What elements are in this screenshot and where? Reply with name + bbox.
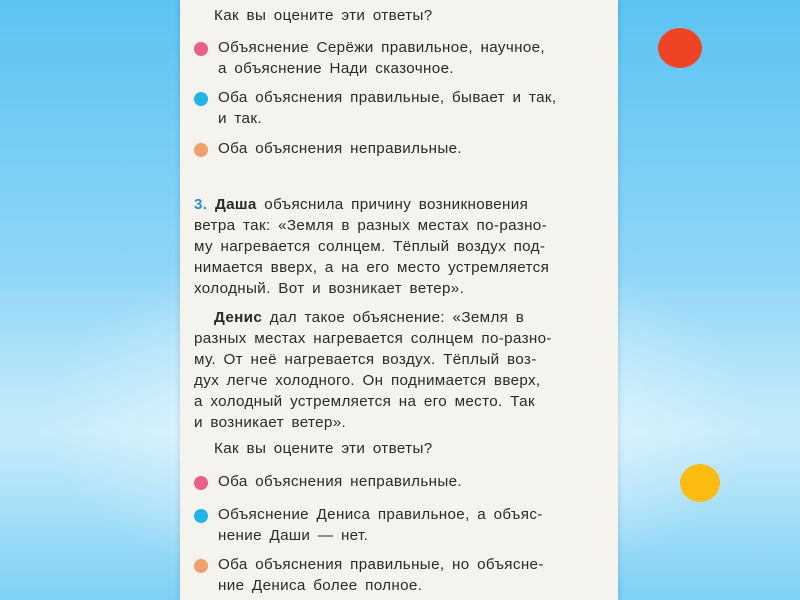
denis-text: и возникает ветер». <box>194 414 347 431</box>
answer-option: ние Дениса более полное. <box>218 577 423 594</box>
dasha-text: объяснила причину возникновения <box>256 196 529 213</box>
denis-text: дал такое объяснение: «Земля в <box>262 309 525 326</box>
answer-option: Оба объяснения правильные, но объясне- <box>218 556 544 573</box>
dasha-text: ветра так: «Земля в разных местах по-разно- <box>194 217 548 234</box>
decorative-red-circle <box>658 28 702 68</box>
orange-bullet <box>194 559 208 573</box>
denis-text: разных местах нагревается солнцем по-разно- <box>194 330 552 347</box>
pink-bullet <box>194 42 208 56</box>
textbook-page <box>180 0 618 600</box>
dasha-text: холодный. Вот и возникает ветер». <box>194 280 465 297</box>
orange-bullet <box>194 143 208 157</box>
answer-option: Оба объяснения правильные, бывает и так, <box>218 89 557 106</box>
answer-option: нение Даши — нет. <box>218 527 369 544</box>
answer-option: а объяснение Нади сказочное. <box>218 60 454 77</box>
blue-bullet <box>194 509 208 523</box>
dasha-text: нимается вверх, а на его место устремляется <box>194 259 550 276</box>
answer-option: Объяснение Дениса правильное, а объяс- <box>218 506 543 523</box>
question-heading-2: Как вы оцените эти ответы? <box>214 440 433 457</box>
denis-paragraph-first-line <box>214 309 524 326</box>
dasha-name: Даша <box>214 196 257 213</box>
denis-text: дух легче холодного. Он поднимается вверх, <box>194 372 541 389</box>
answer-option: Оба объяснения неправильные. <box>218 473 462 490</box>
blue-bullet <box>194 92 208 106</box>
dasha-paragraph-first-line <box>194 196 528 213</box>
denis-text: а холодный устремляется на его место. Так <box>194 393 535 410</box>
task-number: 3. <box>194 196 208 213</box>
dasha-text: му нагревается солнцем. Тёплый воздух под- <box>194 238 546 255</box>
pink-bullet <box>194 476 208 490</box>
question-heading-1: Как вы оцените эти ответы? <box>214 7 433 24</box>
answer-option: и так. <box>218 110 262 127</box>
denis-text: му. От неё нагревается воздух. Тёплый воз- <box>194 351 537 368</box>
answer-option: Оба объяснения неправильные. <box>218 140 462 157</box>
answer-option: Объяснение Серёжи правильное, научное, <box>218 39 545 56</box>
denis-name: Денис <box>214 309 263 326</box>
decorative-yellow-circle <box>680 464 720 502</box>
